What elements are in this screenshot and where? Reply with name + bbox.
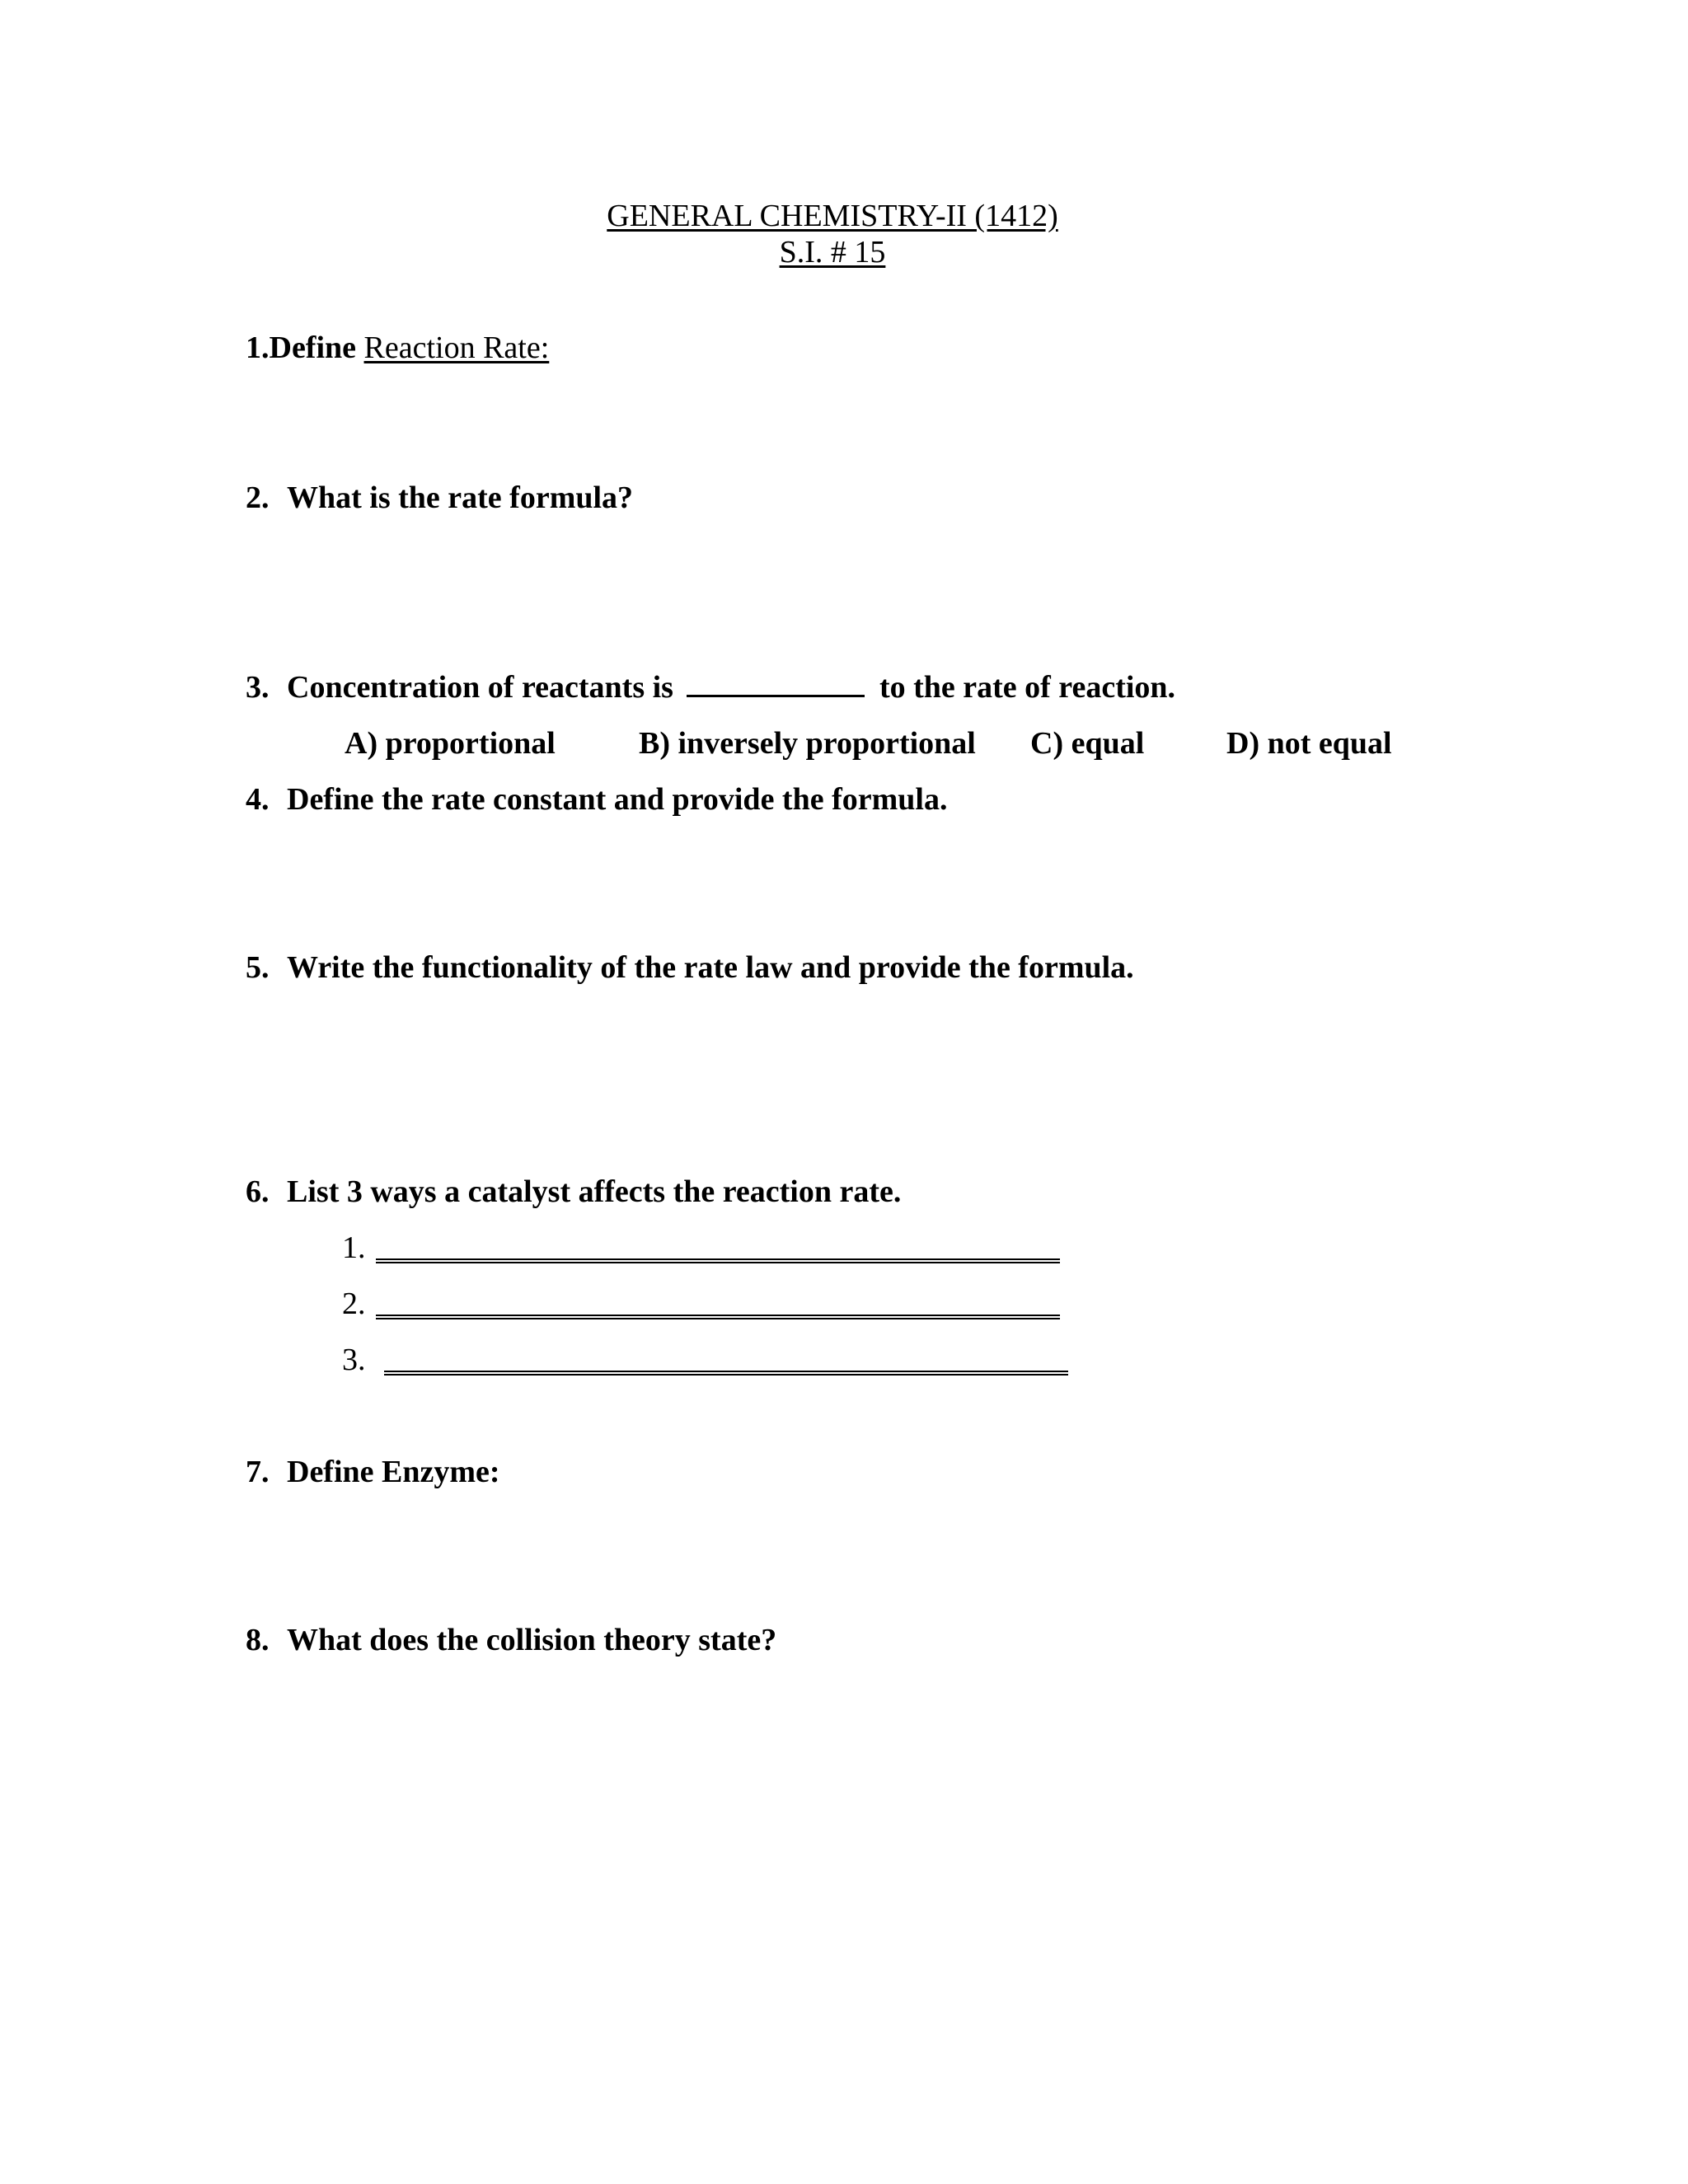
question-5 bbox=[246, 949, 1134, 986]
question-3-number: 3. bbox=[246, 670, 270, 705]
question-2-number: 2. bbox=[246, 480, 270, 515]
answer-line-3[interactable] bbox=[384, 1371, 1068, 1376]
answer-1-number: 1. bbox=[342, 1230, 366, 1265]
question-1 bbox=[246, 330, 549, 366]
question-7-number: 7. bbox=[246, 1455, 270, 1489]
question-6 bbox=[246, 1174, 901, 1210]
question-1-number: 1. bbox=[246, 330, 270, 365]
question-2-text: What is the rate formula? bbox=[287, 480, 634, 515]
question-8 bbox=[246, 1622, 776, 1658]
question-3-text-before: Concentration of reactants is bbox=[287, 670, 673, 705]
page-title: GENERAL CHEMISTRY-II (1412) bbox=[607, 199, 1058, 233]
option-c[interactable]: C) equal bbox=[1030, 726, 1145, 761]
question-6-text: List 3 ways a catalyst affects the reaction rate. bbox=[287, 1174, 902, 1209]
answer-3-number: 3. bbox=[342, 1343, 366, 1377]
question-3 bbox=[246, 669, 1175, 705]
question-7-text: Define Enzyme: bbox=[287, 1455, 500, 1489]
answer-line-1[interactable] bbox=[376, 1258, 1060, 1263]
question-6-number: 6. bbox=[246, 1174, 270, 1209]
question-7 bbox=[246, 1454, 500, 1490]
question-4 bbox=[246, 781, 947, 818]
question-8-text: What does the collision theory state? bbox=[287, 1623, 777, 1657]
answer-line-2[interactable] bbox=[376, 1315, 1060, 1319]
answer-2-number: 2. bbox=[342, 1286, 366, 1321]
option-d[interactable]: D) not equal bbox=[1226, 726, 1392, 761]
question-2 bbox=[246, 480, 633, 516]
question-5-text: Write the functionality of the rate law and provide the formula. bbox=[287, 950, 1134, 985]
question-8-number: 8. bbox=[246, 1623, 270, 1657]
page-subtitle: S.I. # 15 bbox=[779, 235, 886, 269]
question-4-number: 4. bbox=[246, 782, 270, 817]
question-1-prefix: Define bbox=[269, 330, 364, 365]
question-5-number: 5. bbox=[246, 950, 270, 985]
option-b[interactable]: B) inversely proportional bbox=[639, 726, 976, 761]
question-3-text-after: to the rate of reaction. bbox=[879, 670, 1176, 705]
question-3-blank[interactable] bbox=[687, 670, 865, 697]
question-4-text: Define the rate constant and provide the formula. bbox=[287, 782, 948, 817]
question-1-term: Reaction Rate: bbox=[363, 330, 550, 365]
option-a[interactable]: A) proportional bbox=[345, 726, 556, 761]
